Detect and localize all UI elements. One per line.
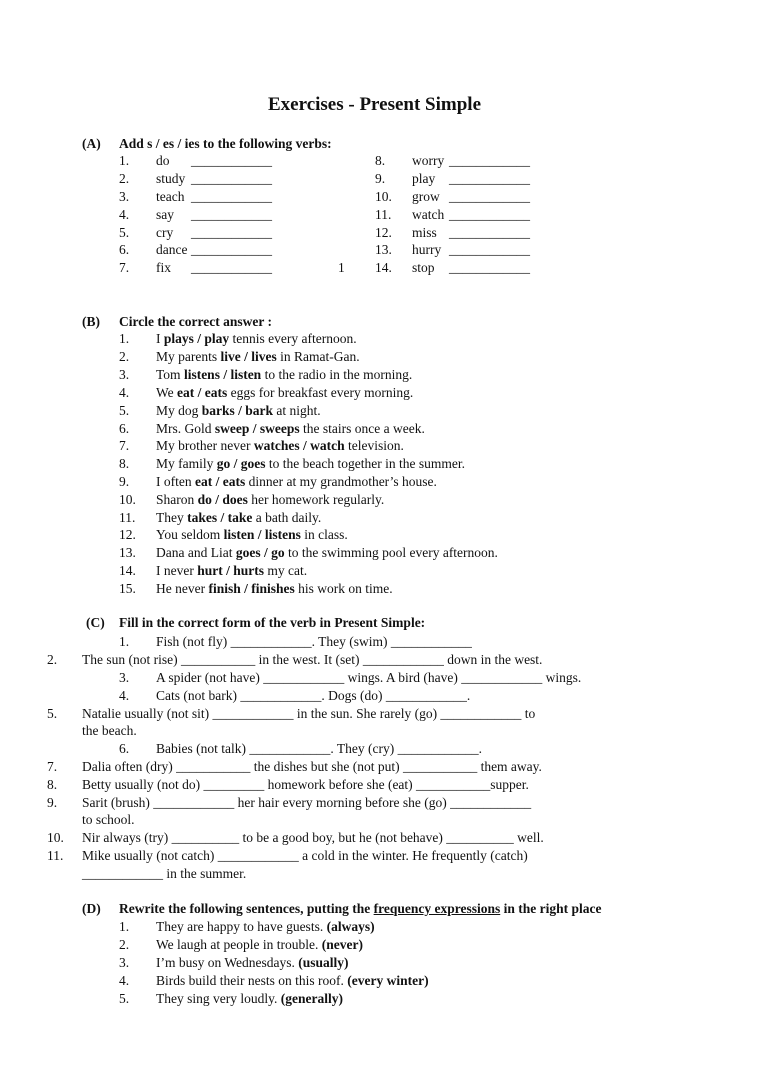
sentence — [156, 545, 498, 561]
sentence-end: dinner at my grandmother’s house. — [245, 474, 437, 489]
sentence-start: Sharon — [156, 492, 198, 507]
frequency-expression: (usually) — [298, 955, 349, 970]
exercise-line[interactable]: Cats (not bark) ____________. Dogs (do) ____________. — [156, 688, 471, 703]
answer-blank[interactable]: ____________ — [191, 225, 272, 240]
verb: worry — [412, 153, 445, 168]
section-c-heading: Fill in the correct form of the verb in Present Simple: — [119, 615, 426, 630]
item-number: 11. — [119, 510, 136, 525]
item-number: 7. — [119, 438, 130, 453]
heading-text: in the right place — [500, 901, 602, 916]
answer-options[interactable]: hurt / hurts — [197, 563, 264, 578]
section-a-heading: Add s / es / ies to the following verbs: — [119, 136, 332, 151]
exercise-line[interactable]: Natalie usually (not sit) ____________ in the sun. She rarely (go) ____________ to — [82, 706, 536, 721]
exercise-line[interactable]: Fish (not fly) ____________. They (swim) ____________ — [156, 634, 472, 649]
sentence-start: My parents — [156, 349, 221, 364]
exercise-line[interactable]: Nir always (try) __________ to be a good boy, but he (not behave) __________ well. — [82, 830, 544, 845]
item-number: 13. — [119, 545, 136, 560]
answer-blank[interactable]: ____________ — [191, 260, 272, 275]
answer-blank[interactable]: ____________ — [191, 153, 272, 168]
item-number: 1. — [119, 634, 130, 649]
sentence — [156, 510, 321, 526]
verb: hurry — [412, 242, 442, 257]
item-number: 6. — [119, 242, 130, 257]
sentence — [156, 581, 393, 597]
verb: miss — [412, 225, 437, 240]
sentence-start: My brother never — [156, 438, 254, 453]
sentence-end: to the beach together in the summer. — [265, 456, 465, 471]
answer-options[interactable]: barks / bark — [201, 403, 274, 418]
item-number: 11. — [375, 207, 392, 222]
page-title: Exercises - Present Simple — [268, 94, 482, 115]
stray-mark: 1 — [338, 260, 345, 275]
answer-options[interactable]: sweep / sweeps — [214, 421, 300, 436]
sentence-text: They sing very loudly. — [156, 991, 281, 1006]
answer-options[interactable]: watches / watch — [253, 438, 345, 453]
sentence — [156, 331, 357, 347]
item-number: 4. — [119, 688, 130, 703]
sentence-start: I — [156, 331, 164, 346]
sentence-end: a bath daily. — [252, 510, 322, 525]
sentence — [156, 474, 437, 490]
sentence-start: I often — [156, 474, 195, 489]
verb: stop — [412, 260, 435, 275]
exercise-line[interactable]: Babies (not talk) ____________. They (cry) ____________. — [156, 741, 482, 756]
answer-options[interactable]: listens / listen — [183, 367, 262, 382]
sentence-end: to the radio in the morning. — [261, 367, 413, 382]
sentence-text: We laugh at people in trouble. — [156, 937, 322, 952]
sentence-end: his work on time. — [294, 581, 393, 596]
item-number: 4. — [119, 973, 130, 988]
sentence — [156, 991, 343, 1007]
item-number: 14. — [119, 563, 136, 578]
item-number: 9. — [47, 795, 58, 810]
answer-blank[interactable]: ____________ — [449, 260, 530, 275]
item-number: 1. — [119, 331, 130, 346]
heading-underlined: frequency expressions — [373, 901, 501, 916]
answer-options[interactable]: live / lives — [220, 349, 277, 364]
sentence-end: in Ramat-Gan. — [276, 349, 360, 364]
heading-text: Rewrite the following sentences, putting the — [119, 901, 374, 916]
item-number: 9. — [375, 171, 386, 186]
sentence — [156, 421, 425, 437]
answer-blank[interactable]: ____________ — [449, 171, 530, 186]
exercise-line-continued: the beach. — [82, 723, 137, 738]
answer-blank[interactable]: ____________ — [449, 225, 530, 240]
item-number: 13. — [375, 242, 392, 257]
sentence-end: tennis every afternoon. — [229, 331, 357, 346]
item-number: 12. — [119, 527, 136, 542]
verb: study — [156, 171, 186, 186]
item-number: 10. — [375, 189, 392, 204]
sentence-end: to the swimming pool every afternoon. — [284, 545, 498, 560]
item-number: 6. — [119, 741, 130, 756]
verb: play — [412, 171, 436, 186]
sentence-start: I never — [156, 563, 198, 578]
answer-options[interactable]: eat / eats — [177, 385, 228, 400]
answer-blank[interactable]: ____________ — [449, 153, 530, 168]
answer-options[interactable]: go / goes — [216, 456, 266, 471]
item-number: 9. — [119, 474, 130, 489]
answer-options[interactable]: do / does — [197, 492, 248, 507]
sentence — [156, 973, 429, 989]
sentence-end: television. — [344, 438, 404, 453]
sentence-end: the stairs once a week. — [299, 421, 425, 436]
item-number: 8. — [119, 456, 130, 471]
frequency-expression: (generally) — [280, 991, 343, 1006]
item-number: 10. — [119, 492, 136, 507]
answer-blank[interactable]: ____________ — [191, 189, 272, 204]
verb: grow — [412, 189, 440, 204]
section-d-label: (D) — [82, 901, 101, 916]
answer-options[interactable]: listen / listens — [223, 527, 301, 542]
section-a-label: (A) — [82, 136, 101, 151]
sentence-end: at night. — [273, 403, 321, 418]
item-number: 7. — [47, 759, 58, 774]
section-c-label: (C) — [86, 615, 105, 630]
exercise-line-continued: to school. — [82, 812, 135, 827]
answer-blank[interactable]: ____________ — [191, 242, 272, 257]
sentence — [156, 438, 404, 454]
sentence — [156, 955, 349, 971]
sentence-start: My dog — [156, 403, 202, 418]
sentence — [156, 527, 348, 543]
item-number: 1. — [119, 153, 130, 168]
item-number: 3. — [119, 670, 130, 685]
answer-options[interactable]: eat / eats — [194, 474, 246, 489]
answer-blank[interactable]: ____________ — [449, 242, 530, 257]
item-number: 5. — [119, 991, 130, 1006]
answer-options[interactable]: finish / finishes — [208, 581, 295, 596]
sentence — [156, 919, 375, 935]
verb: say — [156, 207, 174, 222]
answer-blank[interactable]: ____________ — [191, 171, 272, 186]
item-number: 11. — [47, 848, 64, 863]
item-number: 3. — [119, 367, 130, 382]
verb: do — [156, 153, 170, 168]
item-number: 6. — [119, 421, 130, 436]
item-number: 2. — [47, 652, 58, 667]
verb: watch — [412, 207, 445, 222]
verb: teach — [156, 189, 185, 204]
sentence-text: Birds build their nests on this roof. — [156, 973, 348, 988]
sentence-end: my cat. — [264, 563, 308, 578]
verb: cry — [156, 225, 174, 240]
sentence — [156, 385, 413, 401]
sentence — [156, 492, 384, 508]
exercise-line[interactable]: Dalia often (dry) ___________ the dishes but she (not put) ___________ them away. — [82, 759, 542, 774]
exercise-line[interactable]: The sun (not rise) ___________ in the west. It (set) ____________ down in the west. — [82, 652, 543, 667]
item-number: 5. — [119, 403, 130, 418]
sentence-start: He never — [156, 581, 209, 596]
exercise-line[interactable]: Mike usually (not catch) ____________ a cold in the winter. He frequently (catch) — [82, 848, 528, 863]
item-number: 3. — [119, 189, 130, 204]
answer-options[interactable]: goes / go — [235, 545, 285, 560]
sentence-start: My family — [156, 456, 217, 471]
exercise-line[interactable]: A spider (not have) ____________ wings. A bird (have) ____________ wings. — [156, 670, 582, 685]
frequency-expression: (every winter) — [347, 973, 429, 988]
sentence-start: Tom — [156, 367, 184, 382]
sentence — [156, 937, 363, 953]
item-number: 4. — [119, 207, 130, 222]
sentence-start: They — [156, 510, 188, 525]
sentence-end: eggs for breakfast every morning. — [227, 385, 414, 400]
item-number: 3. — [119, 955, 130, 970]
sentence — [156, 563, 307, 579]
answer-options[interactable]: takes / take — [187, 510, 253, 525]
item-number: 4. — [119, 385, 130, 400]
item-number: 7. — [119, 260, 130, 275]
answer-blank[interactable]: ____________ — [191, 207, 272, 222]
answer-blank[interactable]: ____________ — [449, 189, 530, 204]
exercise-line-continued[interactable]: ____________ in the summer. — [82, 866, 247, 881]
item-number: 15. — [119, 581, 136, 596]
frequency-expression: (never) — [321, 937, 363, 952]
sentence — [156, 367, 412, 383]
exercise-line[interactable]: Betty usually (not do) _________ homework before she (eat) ___________supper. — [82, 777, 529, 792]
sentence-start: Dana and Liat — [156, 545, 236, 560]
item-number: 5. — [119, 225, 130, 240]
item-number: 2. — [119, 349, 130, 364]
sentence — [156, 349, 360, 365]
verb: dance — [156, 242, 188, 257]
item-number: 2. — [119, 171, 130, 186]
sentence-text: They are happy to have guests. — [156, 919, 327, 934]
item-number: 8. — [47, 777, 58, 792]
exercise-line[interactable]: Sarit (brush) ____________ her hair every morning before she (go) ____________ — [82, 795, 532, 810]
item-number: 10. — [47, 830, 64, 845]
section-b-label: (B) — [82, 314, 100, 329]
sentence-start: We — [156, 385, 178, 400]
verb: fix — [156, 260, 171, 275]
item-number: 8. — [375, 153, 386, 168]
item-number: 2. — [119, 937, 130, 952]
sentence — [156, 403, 321, 419]
section-d-heading — [119, 901, 602, 917]
item-number: 1. — [119, 919, 130, 934]
frequency-expression: (always) — [326, 919, 375, 934]
section-b-heading: Circle the correct answer : — [119, 314, 272, 329]
sentence-start: You seldom — [156, 527, 224, 542]
sentence — [156, 456, 465, 472]
item-number: 14. — [375, 260, 392, 275]
answer-options[interactable]: plays / play — [163, 331, 230, 346]
sentence-start: Mrs. Gold — [156, 421, 215, 436]
sentence-end: in class. — [300, 527, 348, 542]
sentence-text: I’m busy on Wednesdays. — [156, 955, 299, 970]
sentence-end: her homework regularly. — [247, 492, 385, 507]
item-number: 12. — [375, 225, 392, 240]
item-number: 5. — [47, 706, 58, 721]
answer-blank[interactable]: ____________ — [449, 207, 530, 222]
